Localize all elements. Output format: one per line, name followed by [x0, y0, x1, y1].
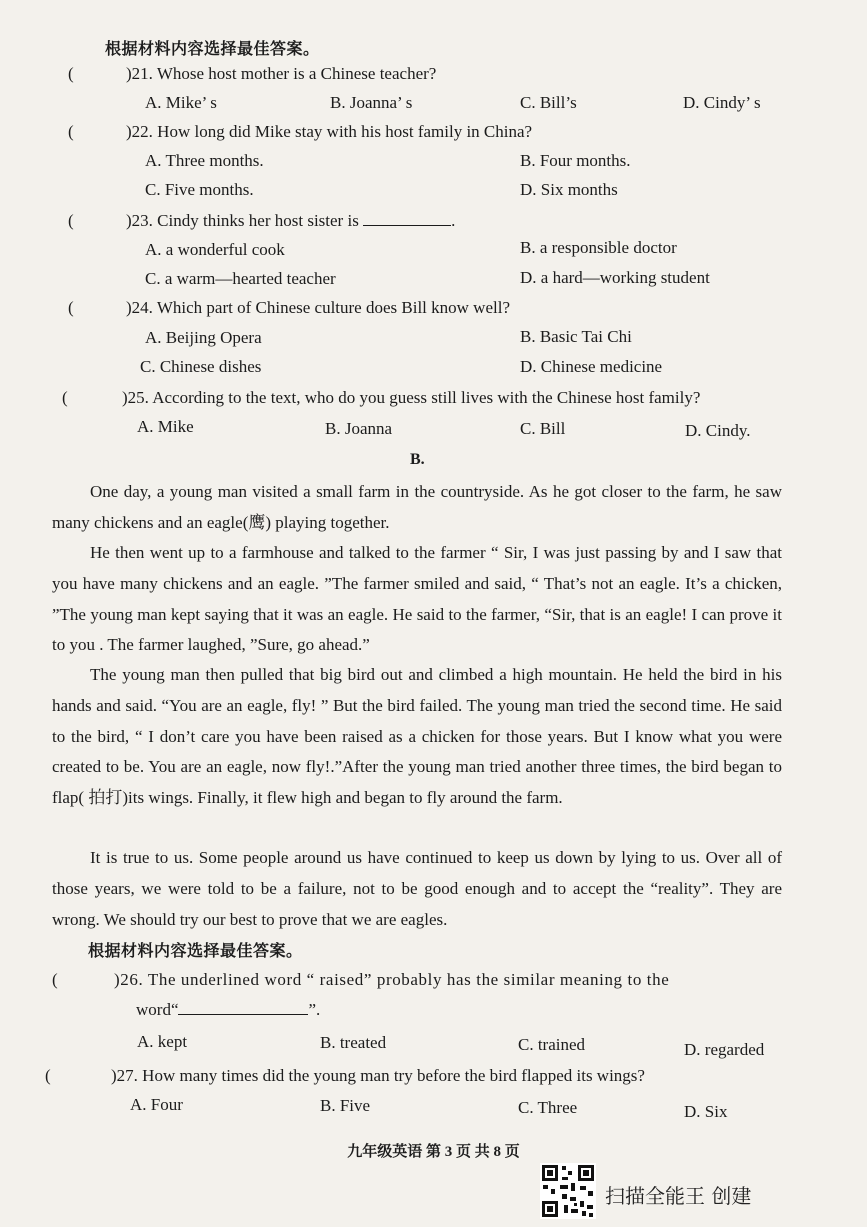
passage-paragraph-3: The young man then pulled that big bird out and climbed a high mountain. He held the bird in his hands and said. “You are an eagle, fly! ” But the bird failed. The young man tried the second time. He said to the bird, “ I don’t care you have been raised as a chicken for those years. But I know what you were created to be. You are an eagle, now fly!.”After the young man tried another three times, the bird began to flap( 拍打)its wings. Finally, it flew high and began to fly around the farm. — [52, 665, 782, 808]
question-23: ( )23. Cindy thinks her host sister is . — [68, 211, 456, 230]
q27-option-c: C. Three — [518, 1098, 578, 1117]
section-b-title: B. — [410, 451, 425, 468]
q24-option-d: D. Chinese medicine — [520, 357, 663, 376]
instruction-b: 根据材料内容选择最佳答案。 — [88, 943, 303, 960]
q26-option-c: C. trained — [518, 1035, 586, 1054]
q27-option-a: A. Four — [130, 1095, 183, 1114]
question-21: ( )21. Whose host mother is a Chinese teacher? — [68, 64, 437, 83]
q25-option-c: C. Bill — [520, 419, 566, 438]
passage-paragraph-1: One day, a young man visited a small farm in the countryside. As he got closer to the farm, he saw many chickens and an eagle(鹰) playing together. — [52, 482, 782, 532]
q25-option-b: B. Joanna — [325, 419, 393, 438]
question-27: ( )27. How many times did the young man try before the bird flapped its wings? — [45, 1066, 645, 1085]
q23-option-b: B. a responsible doctor — [520, 238, 677, 257]
q27-option-d: D. Six — [684, 1102, 728, 1121]
q26-option-d: D. regarded — [684, 1040, 765, 1059]
question-22: ( )22. How long did Mike stay with his host family in China? — [68, 122, 533, 141]
question-25: ( )25. According to the text, who do you guess still lives with the Chinese host family? — [62, 388, 701, 407]
page-footer: 九年级英语 第 3 页 共 8 页 — [347, 1144, 520, 1160]
qr-code-icon — [540, 1163, 596, 1219]
q25-option-a: A. Mike — [137, 417, 194, 436]
q22-option-b: B. Four months. — [520, 151, 631, 170]
q25-option-d: D. Cindy. — [685, 421, 751, 440]
q23-option-c: C. a warm—hearted teacher — [145, 269, 336, 288]
question-24: ( )24. Which part of Chinese culture does Bill know well? — [68, 298, 510, 317]
q26-option-a: A. kept — [137, 1032, 188, 1051]
q23-option-d: D. a hard—working student — [520, 268, 710, 287]
instruction-a: 根据材料内容选择最佳答案。 — [105, 41, 320, 58]
question-26-cont: word“ ”. — [136, 1000, 321, 1019]
q21-option-c: C. Bill’s — [520, 93, 577, 112]
q23-option-a: A. a wonderful cook — [145, 240, 285, 259]
scanner-watermark-label: 扫描全能王 创建 — [605, 1184, 752, 1208]
q22-option-d: D. Six months — [520, 180, 618, 199]
passage-paragraph-2: He then went up to a farmhouse and talked to the farmer “ Sir, I was just passing by and I saw that you have many chickens and an eagle. ”The farmer smiled and said, “ That’s not an eagle. It’s a chicken, ”The young man kept saying that it was an eagle. He said to the farmer, “Sir, that is an eagle! I can prove it to you . The farmer laughed, ”Sure, go ahead.” — [52, 543, 782, 655]
q21-option-a: A. Mike’ s — [145, 93, 217, 112]
answer-blank-26 — [178, 1000, 308, 1015]
q24-option-b: B. Basic Tai Chi — [520, 327, 632, 346]
q21-option-b: B. Joanna’ s — [330, 93, 413, 112]
q24-option-a: A. Beijing Opera — [145, 328, 262, 347]
q27-option-b: B. Five — [320, 1096, 371, 1115]
q22-option-a: A. Three months. — [145, 151, 264, 170]
q24-option-c: C. Chinese dishes — [140, 357, 262, 376]
q26-option-b: B. treated — [320, 1033, 387, 1052]
q22-option-c: C. Five months. — [145, 180, 254, 199]
passage-paragraph-4: It is true to us. Some people around us have continued to keep us down by lying to us. Over all of those years, we were told to be a failure, not to be good enough and to accept the “reality”. They are wrong. We should try our best to prove that we are eagles. — [52, 848, 782, 929]
q21-option-d: D. Cindy’ s — [683, 93, 761, 112]
question-26: ( )26. The underlined word “ raised” probably has the similar meaning to the — [52, 970, 670, 989]
answer-blank — [363, 211, 451, 226]
